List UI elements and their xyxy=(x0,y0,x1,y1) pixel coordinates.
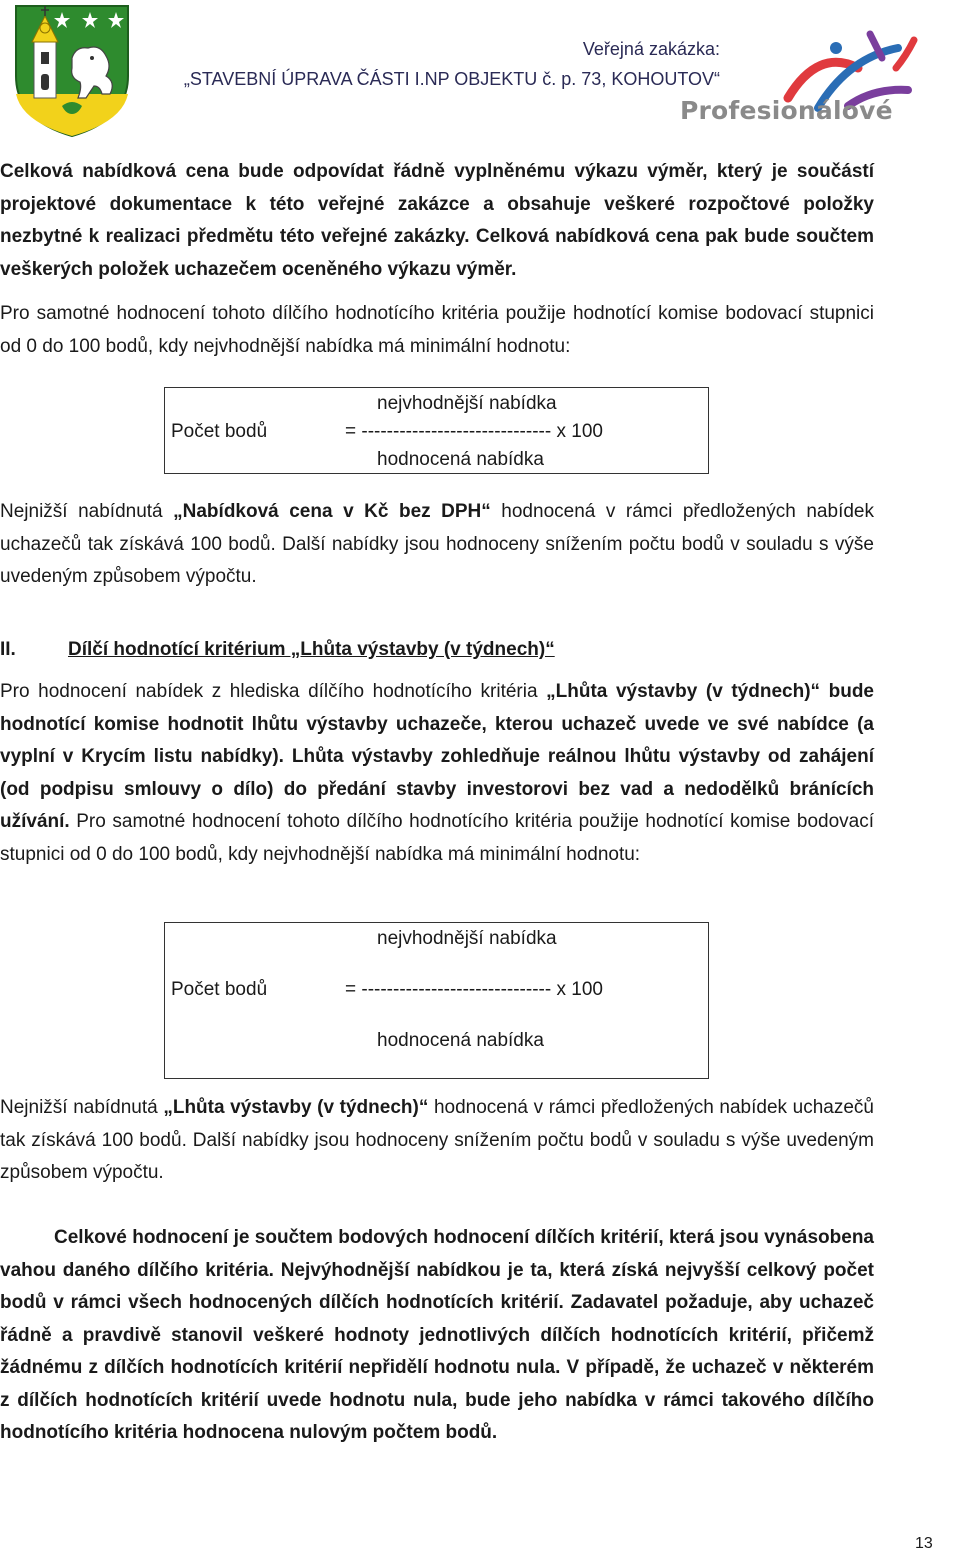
formula-equation: = ------------------------------ x 100 xyxy=(345,979,603,1000)
time-result-text-b: hodnocená v rámci předložených nabídek uchazečů tak získává 100 bodů. Další nabídky jsou hodnoceny snížením počtu bodů v souladu s výše uvedeným způsobem výpočtu. xyxy=(0,1097,874,1183)
price-result-paragraph xyxy=(0,496,874,594)
time-criterion-text-a: Pro hodnocení nabídek z hlediska dílčího hodnotícího kritéria xyxy=(0,681,547,702)
page-number: 13 xyxy=(915,1535,933,1552)
profesionalove-logo-text: Profesionálové xyxy=(680,96,893,125)
overall-evaluation-bold: Celkové hodnocení je součtem bodových hodnocení dílčích kritérií, která jsou vynásobena vahou daného dílčího kritéria. Nejvýhodnější nabídkou je ta, která získá nejvyšší celkový počet bodů v rámci všech hodnocených dílčích hodnotících kritérií. Zadavatel požaduje, aby uchazeč řádně a pravdivě stanovil veškeré hodnoty jednotlivých dílčích hodnotících kritérií, přičemž žádnému z dílčích hodnotících kritérií nepřidělí hodnotu nula. V případě, že uchazeč v některém z dílčích hodnotících kritérií uvede hodnotu nula, bude jeho nabídka v rámci takového dílčího hodnotícího kritéria hodnocena nulovým počtem bodů. xyxy=(0,1227,874,1443)
time-result-bold: „Lhůta výstavby (v týdnech)“ xyxy=(163,1097,429,1118)
price-result-text-b: hodnocená v rámci předložených nabídek uchazečů tak získává 100 bodů. Další nabídky jsou hodnoceny snížením počtu bodů v souladu s výše uvedeným způsobem výpočtu. xyxy=(0,501,874,587)
price-result-text-a: Nejnižší nabídnutá xyxy=(0,501,174,522)
time-result-text-a: Nejnižší nabídnutá xyxy=(0,1097,164,1118)
formula-label: Počet bodů xyxy=(171,979,268,1000)
time-criterion-paragraph xyxy=(0,676,874,871)
tender-title xyxy=(170,34,720,94)
formula-equation: = ------------------------------ x 100 xyxy=(345,421,603,442)
price-formula-box xyxy=(164,387,709,474)
formula-numerator: nejvhodnější nabídka xyxy=(377,393,557,414)
time-result-paragraph xyxy=(0,1092,874,1190)
price-scoring-paragraph: Pro samotné hodnocení tohoto dílčího hodnotícího kritéria použije hodnotící komise bodovací stupnici od 0 do 100 bodů, kdy nejvhodnější nabídka má minimální hodnotu: xyxy=(0,303,874,357)
price-result-bold: „Nabídková cena v Kč bez DPH“ xyxy=(173,501,491,522)
time-criterion-bold: „Lhůta výstavby (v týdnech)“ bude hodnotící komise hodnotit lhůtu výstavby uchazeče, kterou uchazeč uvede ve své nabídce (a vyplní v Krycím listu nabídky). Lhůta výstavby zohledňuje reálnou lhůtu výstavby od zahájení (od podpisu smlouvy o dílo) do předání stavby investorovi bez vad a nedodělků bránících užívání. xyxy=(0,681,874,832)
section-number: II. xyxy=(0,639,16,660)
tender-title-line2: „STAVEBNÍ ÚPRAVA ČÁSTI I.NP OBJEKTU č. p. 73, KOHOUTOV“ xyxy=(183,69,720,89)
formula-label: Počet bodů xyxy=(171,421,268,442)
section-title: Dílčí hodnotící kritérium „Lhůta výstavby (v týdnech)“ xyxy=(68,639,555,660)
time-criterion-text-b: Pro samotné hodnocení tohoto dílčího hodnotícího kritéria použije hodnotící komise bodovací stupnici od 0 do 100 bodů, kdy nejvhodnější nabídka má minimální hodnotu: xyxy=(0,811,874,865)
formula-numerator: nejvhodnější nabídka xyxy=(377,928,557,949)
time-formula-box xyxy=(164,922,709,1079)
tender-title-line1: Veřejná zakázka: xyxy=(582,39,720,59)
overall-evaluation-paragraph xyxy=(0,1222,874,1450)
formula-denominator: hodnocená nabídka xyxy=(377,1030,544,1051)
section-heading xyxy=(0,634,555,666)
formula-denominator: hodnocená nabídka xyxy=(377,449,544,470)
price-criterion-paragraph xyxy=(0,156,874,286)
price-criterion-bold-text: Celková nabídková cena bude odpovídat řádně vyplněnému výkazu výměr, který je součástí projektové dokumentace k této veřejné zakázce a obsahuje veškeré rozpočtové položky nezbytné k realizaci předmětu této veřejné zakázky. Celková nabídková cena pak bude součtem veškerých položek uchazečem oceněného výkazu výměr. xyxy=(0,161,874,280)
page-header xyxy=(0,0,960,145)
municipal-coat-of-arms-icon xyxy=(12,2,132,140)
